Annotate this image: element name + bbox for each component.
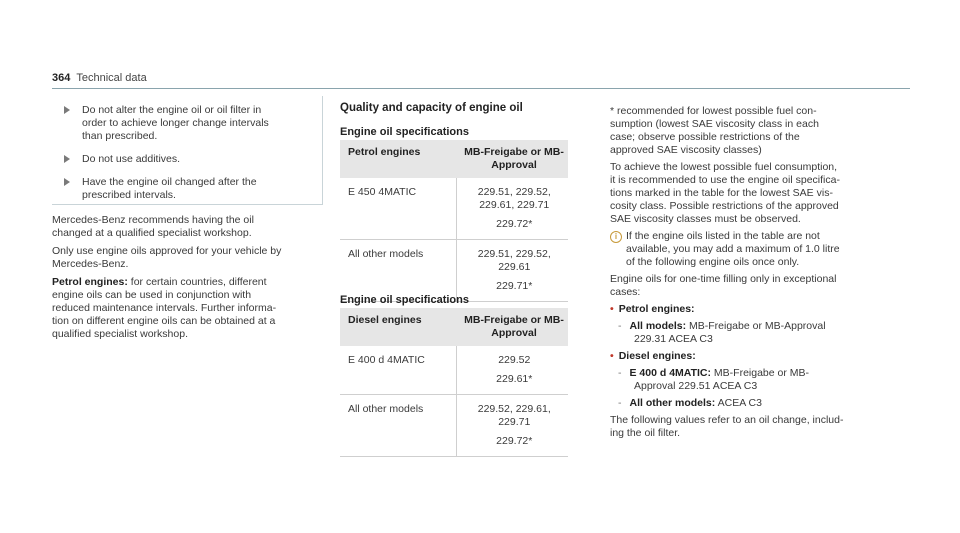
column-header: Diesel engines [340, 308, 456, 346]
diesel-oil-spec-table [340, 308, 568, 457]
paragraph: Petrol engines: for certain countries, different engine oils can be used in conjunction with reduced maintenance intervals. Further informa- tion on different engine oils can be obtained at a qualified specialist workshop. [52, 276, 277, 340]
table-subtitle: Engine oil specifications [340, 294, 469, 306]
model-cell: All other models [340, 395, 456, 457]
spec-cell: 229.51, 229.52, 229.61 229.71* [456, 240, 568, 302]
arrow-bullet-icon [64, 155, 70, 163]
petrol-oil-spec-table [340, 140, 568, 302]
bullet-dot-icon: • [610, 350, 614, 362]
dash-bullet-icon: - [618, 397, 622, 409]
spec-cell: 229.51, 229.52, 229.61, 229.71 229.72* [456, 178, 568, 240]
instruction-item: Do not alter the engine oil or oil filter in order to achieve longer change intervals than prescribed. [82, 104, 312, 143]
model-cell: E 450 4MATIC [340, 178, 456, 240]
petrol-engines-item: • Petrol engines: [610, 303, 695, 315]
table-header-row [340, 140, 568, 178]
column-header: MB-Freigabe or MB- Approval [456, 140, 568, 178]
diesel-engines-item: • Diesel engines: [610, 350, 696, 362]
table-row [340, 346, 568, 395]
info-note [610, 230, 622, 243]
page-section-title: Technical data [76, 72, 147, 84]
spec-cell: 229.52, 229.61, 229.71 229.72* [456, 395, 568, 457]
page-header [52, 72, 910, 85]
model-cell: All other models [340, 240, 456, 302]
spec-cell: 229.52 229.61* [456, 346, 568, 395]
arrow-bullet-icon [64, 178, 70, 186]
instruction-box [52, 96, 323, 205]
column-header: MB-Freigabe or MB- Approval [456, 308, 568, 346]
arrow-bullet-icon [64, 106, 70, 114]
column-left [52, 96, 322, 340]
info-icon: i [610, 231, 622, 243]
instruction-item: Do not use additives. [82, 153, 312, 166]
bullet-dot-icon: • [610, 303, 614, 315]
dash-bullet-icon: - [618, 367, 622, 379]
paragraph: Mercedes-Benz recommends having the oil changed at a qualified specialist workshop. [52, 214, 254, 239]
paragraph: Only use engine oils approved for your vehicle by Mercedes-Benz. [52, 245, 282, 270]
petrol-engines-label: Petrol engines: [52, 276, 128, 288]
table-row [340, 178, 568, 240]
column-header: Petrol engines [340, 140, 456, 178]
instruction-item: Have the engine oil changed after the prescribed intervals. [82, 176, 312, 202]
table-row [340, 395, 568, 457]
page-number: 364 [52, 72, 71, 84]
table-row [340, 240, 568, 302]
dash-bullet-icon: - [618, 320, 622, 332]
model-cell: E 400 d 4MATIC [340, 346, 456, 395]
table-header-row [340, 308, 568, 346]
header-rule [52, 88, 910, 89]
table-subtitle: Engine oil specifications [340, 126, 469, 138]
section-title: Quality and capacity of engine oil [340, 102, 523, 114]
